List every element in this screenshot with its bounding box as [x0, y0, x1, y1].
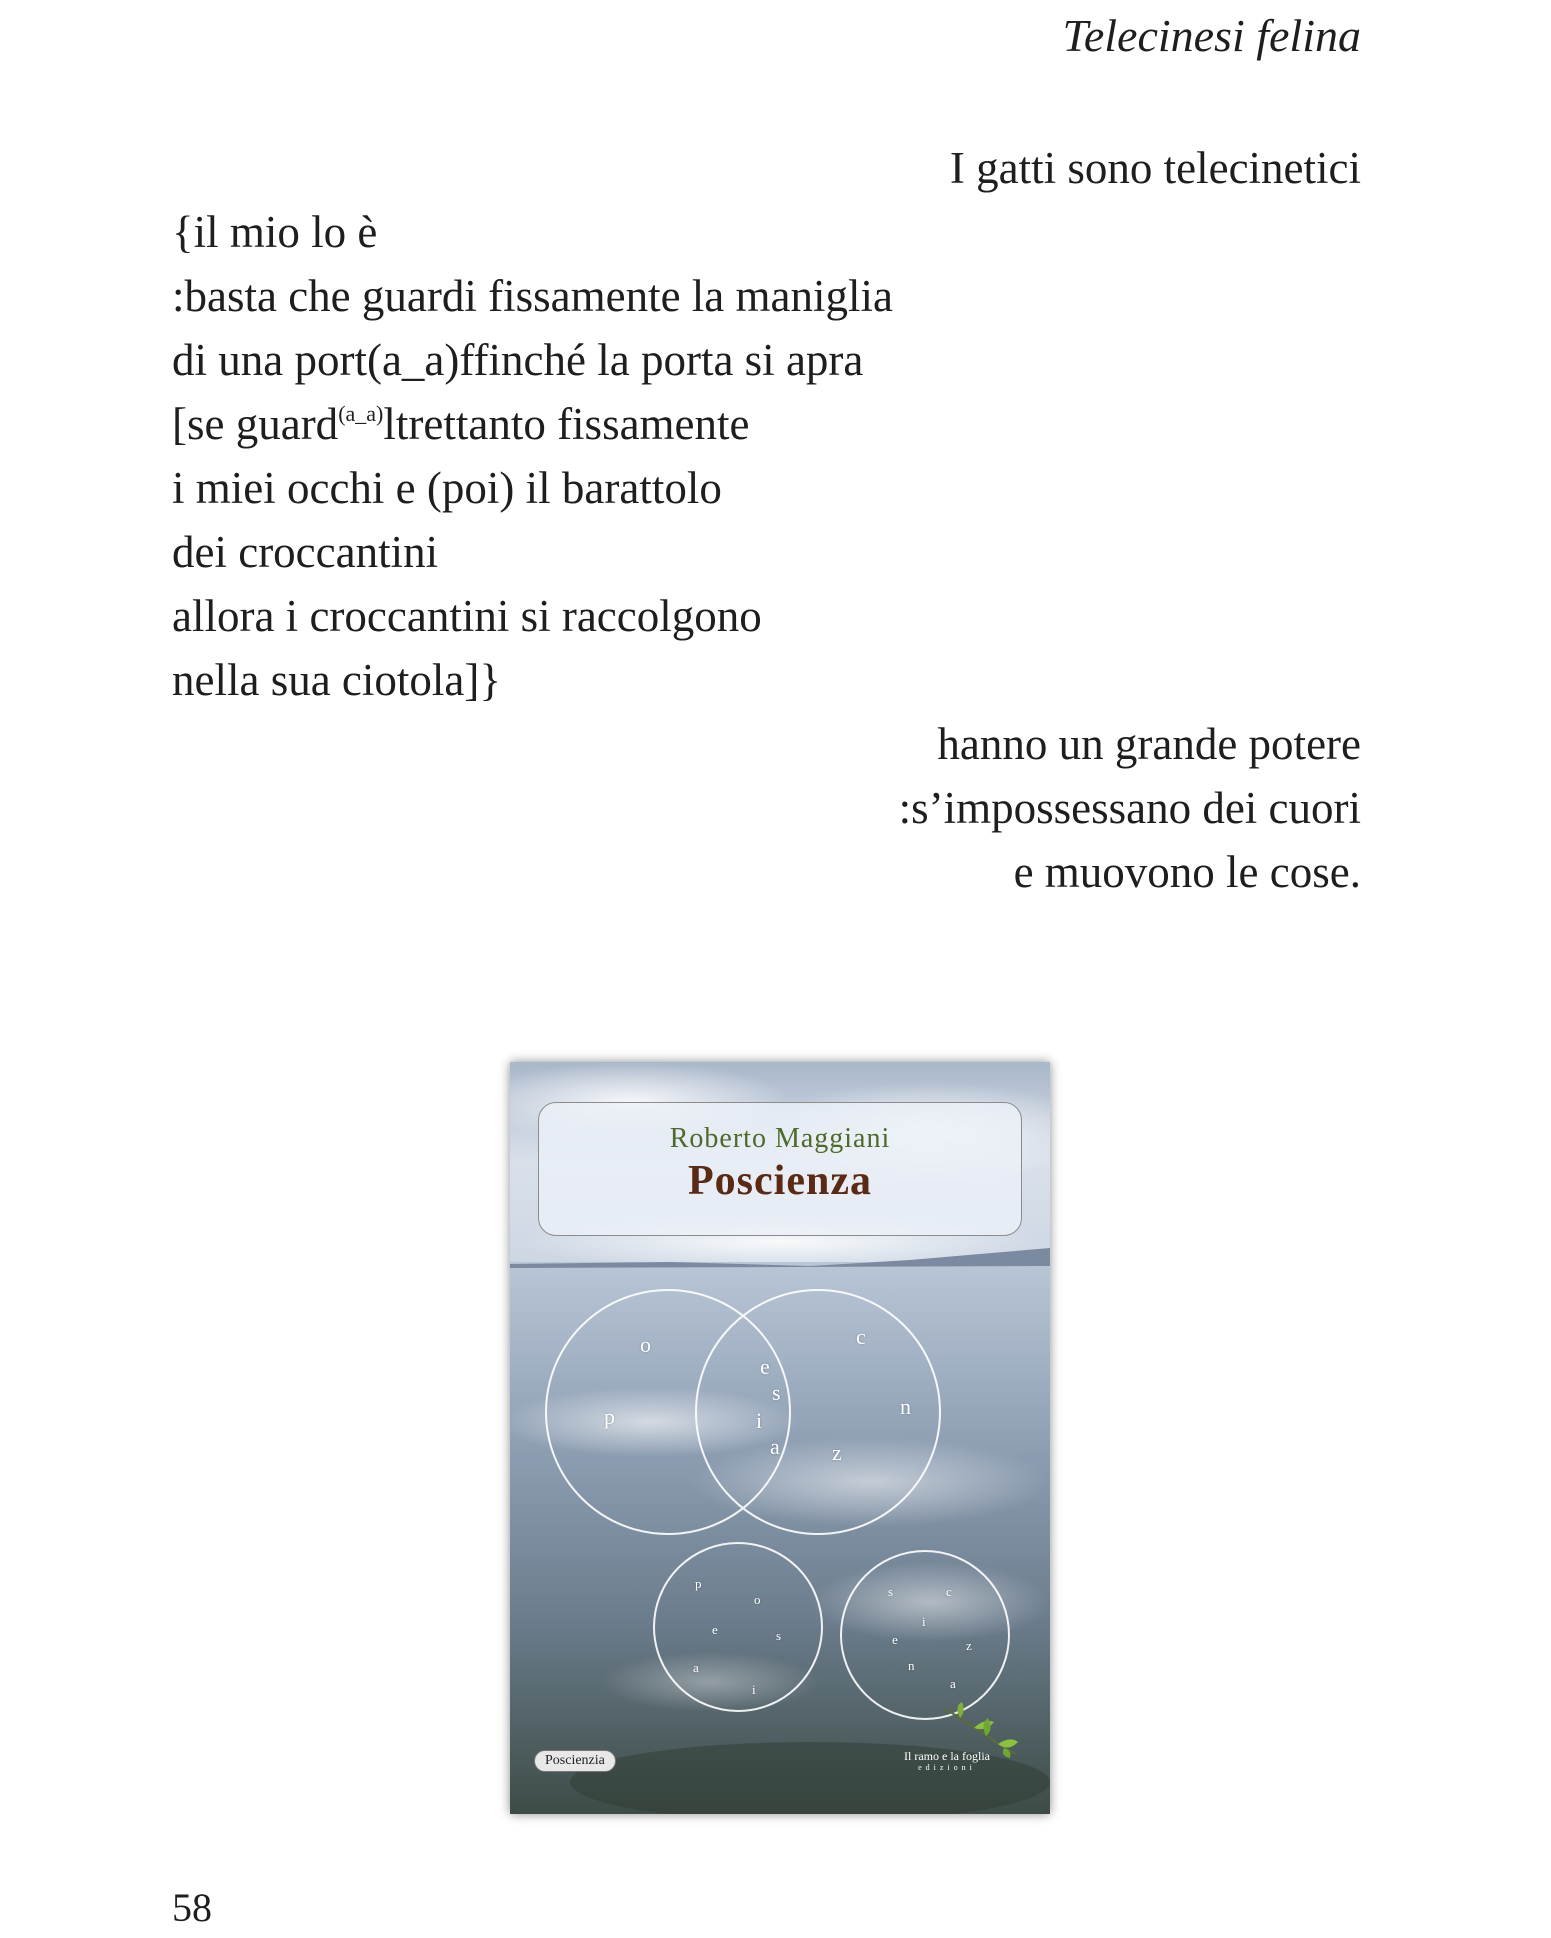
poem-line: [se guard$^{(a\_a)}$ltrettanto fissamente — [172, 399, 750, 449]
series-badge: Poscienzia — [534, 1750, 616, 1772]
cover-letter-small: i — [752, 1682, 756, 1697]
cover-title-panel — [538, 1102, 1022, 1236]
cover-letter: c — [856, 1324, 866, 1349]
cover-letter-small: i — [922, 1614, 926, 1629]
cover-letter-small: e — [892, 1632, 898, 1647]
page-number: 58 — [172, 1885, 212, 1930]
publisher-name: Il ramo e la foglia — [904, 1749, 990, 1763]
cover-letter-small: e — [712, 1622, 718, 1637]
cover-letter-small: p — [695, 1576, 702, 1591]
cover-letter-small: n — [908, 1658, 915, 1673]
cover-author: Roberto Maggiani — [669, 1123, 891, 1154]
cover-letter-small: o — [754, 1592, 761, 1607]
poem-line: i miei occhi e (poi) il barattolo — [172, 463, 722, 513]
poem-line: allora i croccantini si raccolgono — [172, 591, 762, 641]
cover-letter-small: s — [888, 1584, 894, 1599]
cover-letter: z — [832, 1440, 842, 1465]
cover-letter: a — [770, 1434, 780, 1459]
cover-letter: e — [760, 1354, 770, 1379]
poem-title: Telecinesi felina — [1062, 10, 1361, 61]
publisher-subtitle: edizioni — [918, 1763, 976, 1772]
poem-closing-line: :s’impossessano dei cuori — [898, 783, 1361, 833]
cover-letter: s — [772, 1380, 781, 1405]
book-cover — [510, 1062, 1050, 1814]
poem-closing-line: hanno un grande potere — [937, 719, 1361, 769]
poem-opening-line: I gatti sono telecinetici — [949, 143, 1361, 193]
cover-letter-small: c — [946, 1584, 952, 1599]
publisher-logo — [892, 1750, 1002, 1774]
poem-line: :basta che guardi fissamente la maniglia — [172, 271, 893, 321]
poem-line: {il mio lo è — [172, 207, 378, 257]
poem-line: di una port(a_a)ffinché la porta si apra — [172, 335, 864, 385]
cover-letter: o — [640, 1332, 651, 1357]
cover-letter-small: a — [950, 1676, 956, 1691]
cover-letter-small: s — [776, 1628, 782, 1643]
cover-letter: n — [900, 1394, 911, 1419]
cover-letter: i — [756, 1408, 763, 1433]
cover-letter-small: a — [693, 1660, 699, 1675]
poem-closing-line: e muovono le cose. — [1013, 847, 1361, 897]
cover-letter-small: z — [966, 1638, 972, 1653]
cover-title: Poscienza — [688, 1158, 872, 1204]
poem-line: nella sua ciotola]} — [172, 655, 501, 705]
cover-letter: p — [604, 1404, 615, 1429]
superscript-fragment: (a_a) — [338, 401, 384, 426]
poem-line: dei croccantini — [172, 527, 439, 577]
